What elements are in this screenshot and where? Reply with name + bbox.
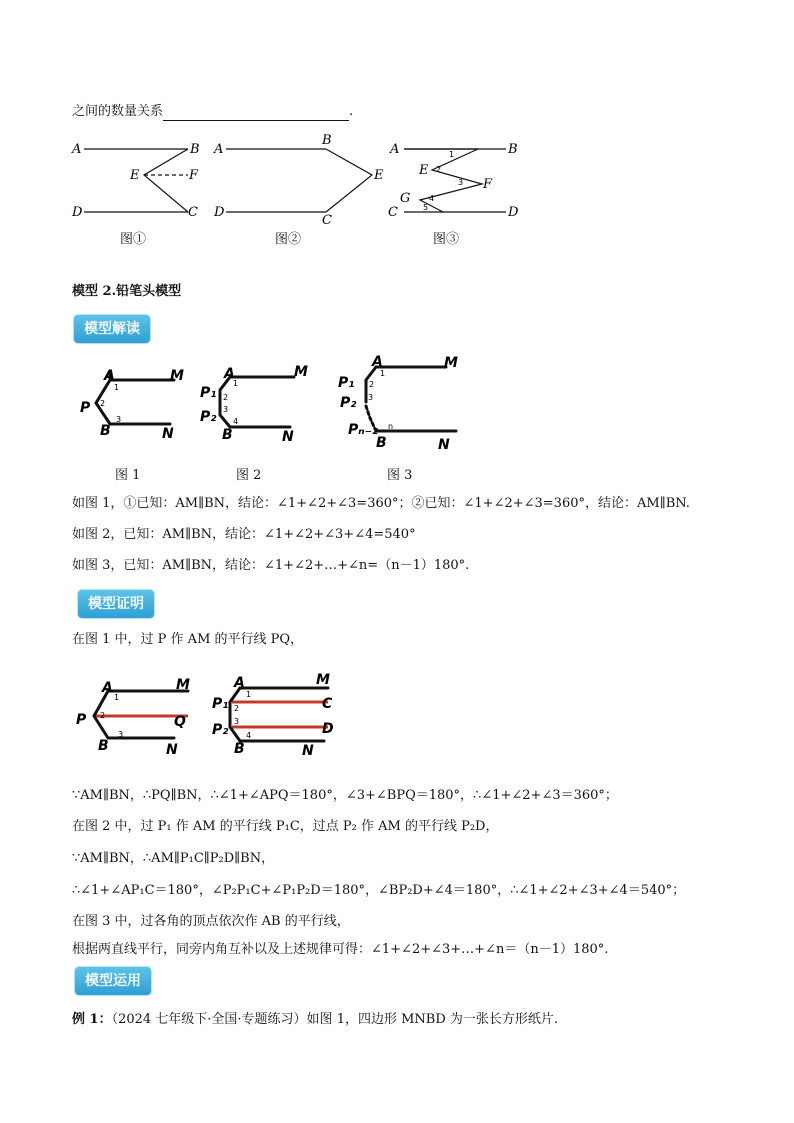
fig3-angle-4: 4 [429,194,435,203]
example-line [72,1011,558,1029]
fig3-label-C: C [388,205,398,220]
pencil-fig1-caption: 图 1 [115,468,141,483]
model-title: 模型 2.铅笔头模型 [72,284,182,299]
p3-label-B: B [376,435,387,451]
p1-label-M: M [170,368,184,384]
p2-angle-3: 3 [223,405,229,414]
proof1-label-A: A [102,680,113,696]
fig2-label-C: C [322,213,332,228]
proof1-label-Q: Q [174,714,186,730]
intro-line [72,103,353,121]
proof2-label-B: B [234,741,245,757]
fig1-label-E: E [130,168,140,183]
example-prefix: 例 1： [72,1012,112,1027]
p3-angle-2: 2 [369,380,375,389]
p3-angle-1: 1 [380,369,386,378]
proof-line-4: ∵AM∥BN，∴AM∥P₁C∥P₂D∥BN， [72,851,275,866]
proof1-label-M: M [176,677,190,693]
p2-label-N: N [282,429,294,445]
proof-line-1: 在图 1 中，过 P 作 AM 的平行线 PQ， [72,632,304,647]
intro-text: 之间的数量关系 [72,104,164,119]
fig2-label-D: D [214,205,225,220]
fig3-angle-5: 5 [423,203,429,212]
proof2-angle-4: 4 [246,731,252,740]
p1-angle-2: 2 [100,399,106,408]
p3-label-Pn2: Pₙ₋₂ [348,422,379,438]
proof-line-5: ∴∠1+∠AP₁C＝180°，∠P₂P₁C+∠P₁P₂D＝180°，∠BP₂D+∠4＝180°，∴∠1+∠2+∠3+∠4＝540°； [72,883,686,898]
p3-label-N: N [438,437,450,453]
p2-angle-1: 1 [233,379,239,388]
p1-label-B: B [100,423,111,439]
fig3-label-G: G [400,191,411,206]
p2-label-P2: P₂ [200,409,217,425]
fig3-angle-1: 1 [449,150,455,159]
proof2-label-M: M [316,672,330,688]
p1-label-N: N [162,426,174,442]
proof1-label-B: B [98,738,109,754]
p2-label-B: B [222,427,233,443]
proof2-label-P2: P₂ [212,722,229,738]
fig1-label-F: F [189,168,199,183]
fig3-label-B: B [508,142,518,157]
p1-label-A: A [104,368,115,384]
badge-model-proof: 模型证明 [77,589,155,619]
p2-angle-4: 4 [233,417,239,426]
proof2-label-N: N [302,743,314,759]
proof-figures [70,668,370,768]
fig3-label-E: E [419,163,429,178]
answer-blank[interactable] [163,106,349,121]
p1-label-P: P [80,400,91,416]
proof1-label-N: N [166,742,178,758]
fig1-label-A: A [72,142,82,157]
read-line-3: 如图 3，已知：AM∥BN，结论：∠1+∠2+…+∠n=（n－1）180°. [72,558,470,573]
p2-angle-2: 2 [223,393,229,402]
proof2-label-C: C [322,696,333,712]
p1-angle-1: 1 [114,383,120,392]
proof2-angle-3: 3 [234,717,240,726]
p1-angle-3: 3 [116,415,122,424]
proof2-label-D: D [322,721,334,737]
pencil-fig3-caption: 图 3 [387,468,413,483]
fig3-angle-3: 3 [458,178,464,187]
fig2-caption: 图② [275,232,302,247]
p3-label-M: M [444,355,458,371]
proof1-angle-1: 1 [114,693,120,702]
read-line-1: 如图 1，①已知：AM∥BN，结论：∠1+∠2+∠3=360°；②已知：∠1+∠2+∠3=360°，结论：AM∥BN. [72,496,690,511]
proof2-label-P1: P₁ [212,696,229,712]
p2-label-M: M [294,364,308,380]
fig2-label-A: A [214,142,224,157]
fig3-label-D: D [508,205,519,220]
proof1-angle-2: 2 [100,711,106,720]
fig2-label-B: B [322,133,332,148]
intro-period: . [349,104,354,119]
proof-line-6: 在图 3 中，过各角的顶点依次作 AB 的平行线， [72,914,350,929]
badge-model-read: 模型解读 [73,314,151,344]
proof-line-2: ∵AM∥BN，∴PQ∥BN，∴∠1+∠APQ＝180°，∠3+∠BPQ＝180°，∴∠1+∠2+∠3＝360°； [72,788,618,803]
p2-label-P1: P₁ [200,385,217,401]
p3-angle-3: 3 [368,393,374,402]
fig1-caption: 图① [120,232,147,247]
p3-label-P2: P₂ [340,395,357,411]
fig3-angle-2: 2 [436,165,442,174]
proof2-angle-1: 1 [246,690,252,699]
fig1-label-D: D [72,205,83,220]
fig3-caption: 图③ [433,232,460,247]
fig3-label-A: A [390,142,400,157]
proof1-angle-3: 3 [118,730,124,739]
p3-angle-n: n [388,422,394,431]
p3-label-P1: P₁ [338,375,355,391]
fig1-label-B: B [190,142,200,157]
badge-model-apply: 模型运用 [74,966,152,996]
example-text: （2024 七年级下·全国·专题练习）如图 1，四边形 MNBD 为一张长方形纸片. [111,1012,559,1027]
proof2-angle-2: 2 [234,704,240,713]
proof-line-7: 根据两直线平行，同旁内角互补以及上述规律可得：∠1+∠2+∠3+…+∠n＝（n－1）180°. [72,942,609,957]
proof2-label-A: A [234,675,245,691]
fig3-label-F: F [483,177,493,192]
fig1-label-C: C [188,205,198,220]
pencil-figures [70,350,470,455]
proof-line-3: 在图 2 中，过 P₁ 作 AM 的平行线 P₁C，过点 P₂ 作 AM 的平行线 P₂D， [72,819,499,834]
fig2-label-E: E [374,168,384,183]
p3-label-A: A [372,354,383,370]
proof1-label-P: P [76,712,87,728]
p2-label-A: A [224,366,235,382]
read-line-2: 如图 2，已知：AM∥BN，结论：∠1+∠2+∠3+∠4=540° [72,527,416,542]
pencil-fig2-caption: 图 2 [236,468,262,483]
